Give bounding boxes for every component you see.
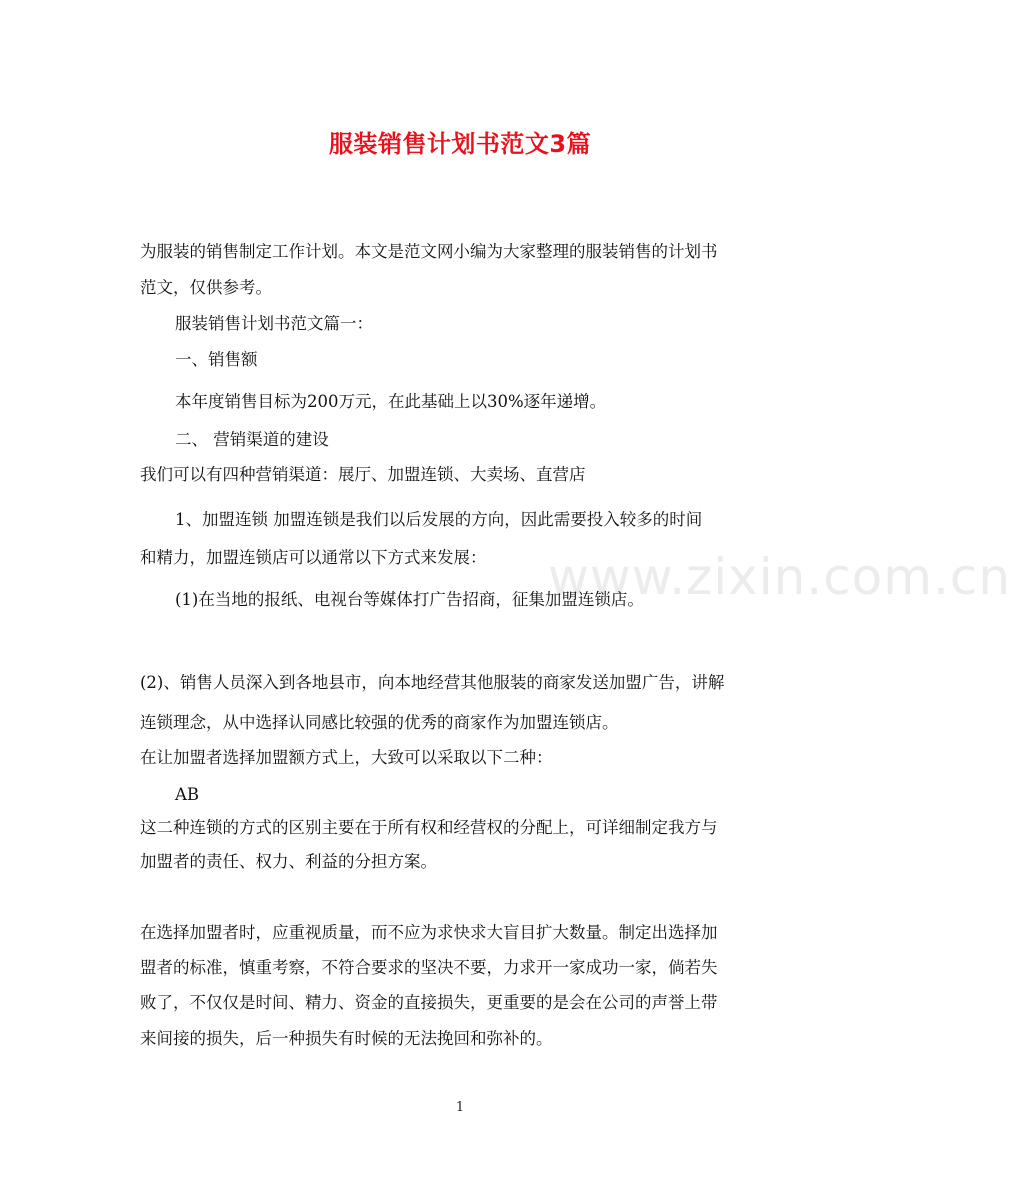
- page-number: 1: [455, 1100, 465, 1115]
- section-heading: 服装销售计划书范文篇一：: [175, 314, 373, 333]
- paragraph-line: 连锁理念，从中选择认同感比较强的优秀的商家作为加盟连锁店。: [140, 713, 619, 732]
- paragraph-line: 在选择加盟者时，应重视质量，而不应为求快求大盲目扩大数量。制定出选择加: [140, 923, 718, 942]
- paragraph-line: 范文，仅供参考。: [140, 278, 272, 297]
- paragraph-line: 败了，不仅仅是时间、精力、资金的直接损失，更重要的是会在公司的声誉上带: [140, 993, 718, 1012]
- paragraph-line: 和精力，加盟连锁店可以通常以下方式来发展：: [140, 548, 487, 567]
- section-heading: 一、销售额: [175, 350, 258, 369]
- paragraph-line: 1、加盟连锁 加盟连锁是我们以后发展的方向，因此需要投入较多的时间: [175, 510, 703, 529]
- paragraph-line: 我们可以有四种营销渠道：展厅、加盟连锁、大卖场、直营店: [140, 465, 586, 484]
- watermark: www.zixin.com.cn: [548, 548, 1011, 606]
- paragraph-line: 加盟者的责任、权力、利益的分担方案。: [140, 852, 437, 871]
- paragraph-line: (1)在当地的报纸、电视台等媒体打广告招商，征集加盟连锁店。: [175, 590, 644, 609]
- section-heading: 二、 营销渠道的建设: [175, 430, 329, 449]
- paragraph-line: 为服装的销售制定工作计划。本文是范文网小编为大家整理的服装销售的计划书: [140, 242, 718, 261]
- paragraph-line: 在让加盟者选择加盟额方式上，大致可以采取以下二种：: [140, 748, 553, 767]
- paragraph-line: 本年度销售目标为200万元，在此基础上以30%逐年递增。: [175, 392, 607, 411]
- paragraph-line: AB: [175, 785, 200, 804]
- paragraph-line: 这二种连锁的方式的区别主要在于所有权和经营权的分配上，可详细制定我方与: [140, 818, 718, 837]
- paragraph-line: (2)、销售人员深入到各地县市，向本地经营其他服装的商家发送加盟广告，讲解: [140, 673, 725, 692]
- paragraph-line: 来间接的损失，后一种损失有时候的无法挽回和弥补的。: [140, 1029, 553, 1048]
- document-title: 服装销售计划书范文3篇: [328, 130, 592, 158]
- paragraph-line: 盟者的标准，慎重考察，不符合要求的坚决不要，力求开一家成功一家，倘若失: [140, 958, 718, 977]
